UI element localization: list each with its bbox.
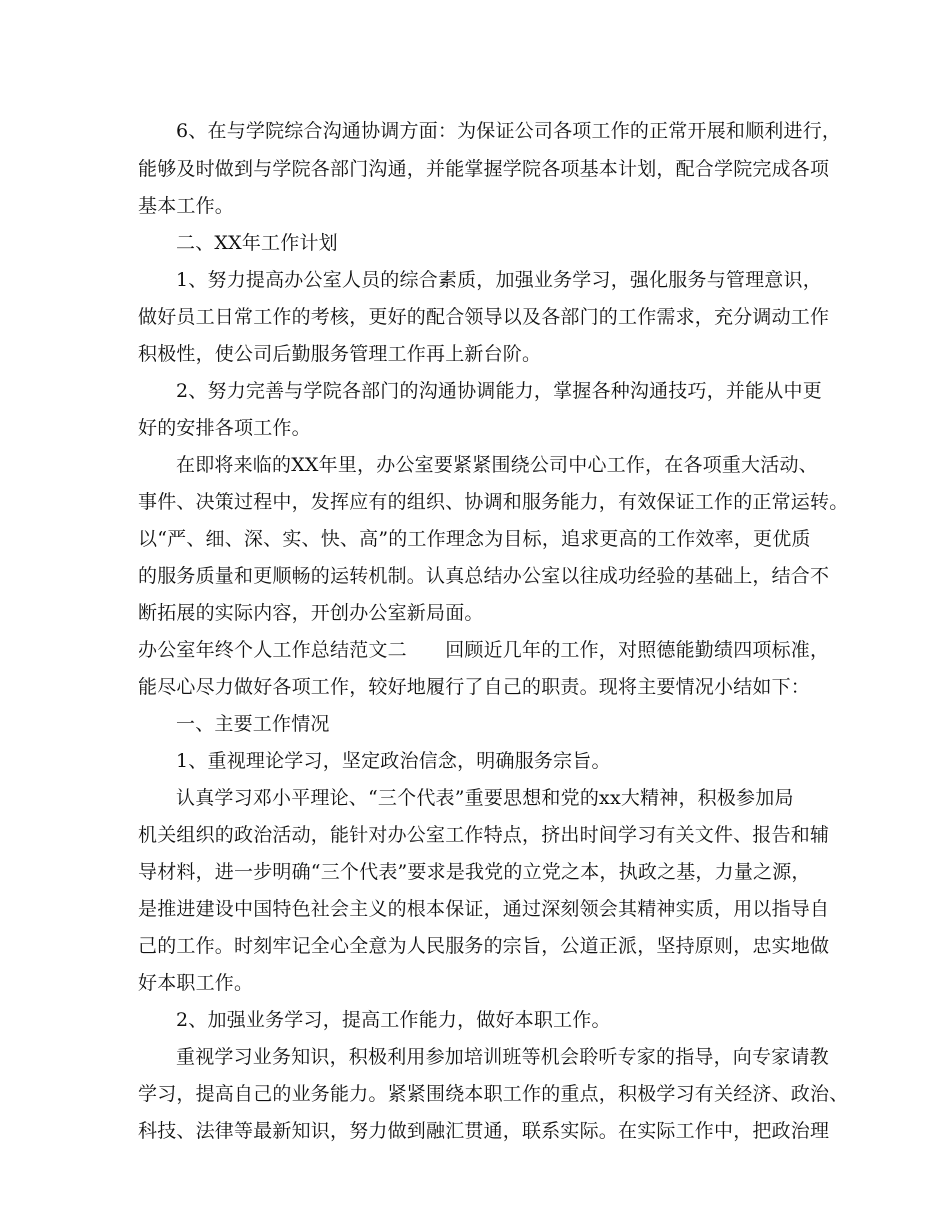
subsection-heading: 2、加强业务学习，提高工作能力，做好本职工作。	[176, 1009, 611, 1031]
paragraph-line: 做好员工日常工作的考核，更好的配合领导以及各部门的工作需求，充分调动工作	[138, 306, 830, 328]
article-title-line: 办公室年终个人工作总结范文二 回顾近几年的工作，对照德能勤绩四项标准，	[138, 639, 830, 661]
paragraph-line: 机关组织的政治活动，能针对办公室工作特点，挤出时间学习有关文件、报告和辅	[138, 824, 830, 846]
paragraph-line: 己的工作。时刻牢记全心全意为人民服务的宗旨，公道正派，坚持原则，忠实地做	[138, 935, 830, 957]
paragraph-line: 在即将来临的XX年里，办公室要紧紧围绕公司中心工作，在各项重大活动、	[176, 454, 818, 476]
section-heading: 一、主要工作情况	[176, 713, 330, 735]
paragraph-line: 断拓展的实际内容，开创办公室新局面。	[138, 602, 484, 624]
paragraph-line: 基本工作。	[138, 195, 235, 217]
section-heading: 二、XX年工作计划	[176, 232, 338, 254]
paragraph-line: 能尽心尽力做好各项工作，较好地履行了自己的职责。现将主要情况小结如下：	[138, 676, 811, 698]
paragraph-line: 事件、决策过程中，发挥应有的组织、协调和服务能力，有效保证工作的正常运转。	[138, 491, 849, 513]
paragraph-line: 6、在与学院综合沟通协调方面：为保证公司各项工作的正常开展和顺利进行，	[176, 120, 842, 142]
paragraph-line: 的服务质量和更顺畅的运转机制。认真总结办公室以往成功经验的基础上，结合不	[138, 565, 830, 587]
paragraph-line: 好本职工作。	[138, 972, 254, 994]
subsection-heading: 1、重视理论学习，坚定政治信念，明确服务宗旨。	[176, 750, 611, 772]
paragraph-line: 学习，提高自己的业务能力。紧紧围绕本职工作的重点，积极学习有关经济、政治、	[138, 1083, 849, 1105]
paragraph-line: 重视学习业务知识，积极利用参加培训班等机会聆听专家的指导，向专家请教	[176, 1046, 829, 1068]
paragraph-line: 1、努力提高办公室人员的综合素质，加强业务学习，强化服务与管理意识，	[176, 269, 822, 291]
paragraph-line: 以“严、细、深、实、快、高”的工作理念为目标，追求更高的工作效率，更优质	[138, 528, 811, 550]
paragraph-line: 好的安排各项工作。	[138, 417, 311, 439]
paragraph-line: 是推进建设中国特色社会主义的根本保证，通过深刻领会其精神实质，用以指导自	[138, 898, 830, 920]
paragraph-line: 能够及时做到与学院各部门沟通，并能掌握学院各项基本计划，配合学院完成各项	[138, 158, 830, 180]
paragraph-line: 积极性，使公司后勤服务管理工作再上新台阶。	[138, 343, 542, 365]
paragraph-line: 认真学习邓小平理论、“三个代表”重要思想和党的xx大精神，积极参加局	[176, 787, 794, 809]
paragraph-line: 导材料，进一步明确“三个代表”要求是我党的立党之本，执政之基，力量之源，	[138, 861, 811, 883]
paragraph-line: 科技、法律等最新知识，努力做到融汇贯通，联系实际。在实际工作中，把政治理	[138, 1120, 830, 1142]
paragraph-line: 2、努力完善与学院各部门的沟通协调能力，掌握各种沟通技巧，并能从中更	[176, 380, 822, 402]
